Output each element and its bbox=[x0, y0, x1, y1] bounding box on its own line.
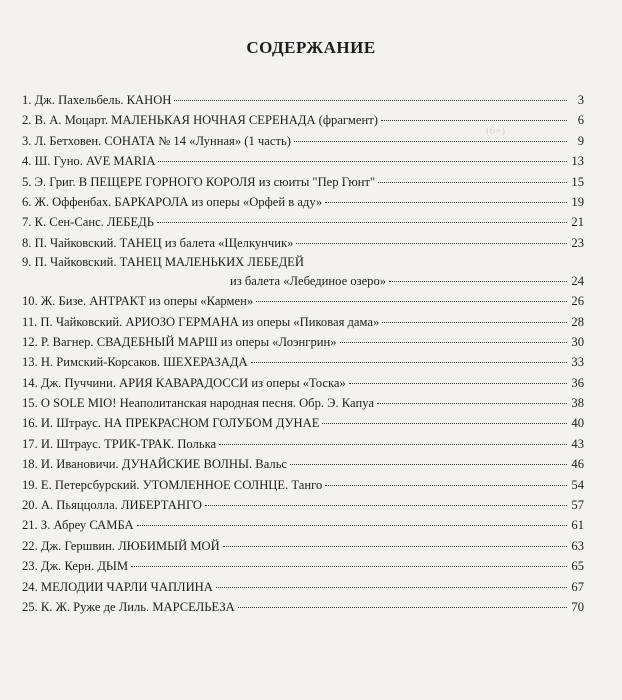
dot-leader bbox=[157, 222, 567, 223]
toc-entry-page: 19 bbox=[571, 194, 584, 209]
toc-entry-page: 21 bbox=[571, 215, 584, 230]
toc-entry-title: 14. Дж. Пуччини. АРИЯ КАВАРАДОССИ из оперы «Тоска» bbox=[22, 375, 346, 390]
toc-entry-page: 33 bbox=[571, 355, 584, 370]
toc-entry-page: 43 bbox=[571, 436, 584, 451]
toc-entry-page: 36 bbox=[571, 375, 584, 390]
toc-entry-title: 1. Дж. Пахельбель. КАНОН bbox=[22, 93, 172, 107]
toc-entry bbox=[22, 536, 584, 556]
toc-entry bbox=[22, 212, 584, 232]
toc-entry-page: 30 bbox=[571, 334, 584, 349]
dot-leader bbox=[223, 546, 567, 547]
dot-leader bbox=[219, 444, 567, 445]
dot-leader bbox=[382, 322, 567, 323]
toc-entry-page: 3 bbox=[577, 93, 584, 107]
toc-entry-title: 11. П. Чайковский. АРИОЗО ГЕРМАНА из оперы «Пиковая дама» bbox=[22, 314, 380, 329]
toc-entry-page: 70 bbox=[571, 599, 584, 614]
dot-leader bbox=[389, 281, 567, 282]
toc-entry-page: 61 bbox=[571, 518, 584, 533]
toc-entry bbox=[22, 597, 584, 617]
toc-entry bbox=[22, 172, 584, 192]
toc-entry bbox=[22, 413, 584, 433]
toc-entry bbox=[22, 151, 584, 171]
toc-entry-title: 16. И. Штраус. НА ПРЕКРАСНОМ ГОЛУБОМ ДУНАЕ bbox=[22, 416, 320, 431]
toc-entry-page: 24 bbox=[571, 274, 584, 289]
toc-entry-title: 25. К. Ж. Руже де Лиль. МАРСЕЛЬЕЗА bbox=[22, 599, 235, 614]
toc-entry bbox=[22, 332, 584, 352]
toc-entry-title: 20. А. Пьяццолла. ЛИБЕРТАНГО bbox=[22, 498, 203, 513]
toc-entry bbox=[22, 475, 584, 495]
toc-entry bbox=[22, 577, 584, 597]
toc-entry bbox=[22, 495, 584, 515]
toc-entry-page: 28 bbox=[571, 314, 584, 329]
dot-leader bbox=[325, 485, 567, 486]
toc-entry bbox=[22, 434, 584, 454]
toc-entry bbox=[22, 515, 584, 535]
toc-entry bbox=[22, 352, 584, 372]
toc-entry-title: 5. Э. Григ. В ПЕЩЕРЕ ГОРНОГО КОРОЛЯ из сюиты "Пер Гюнт" bbox=[22, 174, 376, 189]
toc-entry bbox=[22, 253, 584, 291]
dot-leader bbox=[251, 362, 567, 363]
toc-entry-title: 3. Л. Бетховен. СОНАТА № 14 «Лунная» (1 часть) bbox=[22, 133, 291, 148]
toc-entry-subtitle: из балета «Лебединое озеро» bbox=[230, 274, 387, 289]
toc-entry-title: 9. П. Чайковский. ТАНЕЦ МАЛЕНЬКИХ ЛЕБЕДЕЙ bbox=[22, 255, 304, 270]
dot-leader bbox=[137, 525, 567, 526]
toc-entry bbox=[22, 454, 584, 474]
dot-leader bbox=[174, 100, 567, 101]
toc-entry-page: 67 bbox=[571, 579, 584, 594]
dot-leader bbox=[256, 301, 567, 302]
page-title: СОДЕРЖАНИЕ bbox=[246, 38, 376, 57]
toc-entry-page: 46 bbox=[571, 457, 584, 472]
toc-entry-title: 10. Ж. Бизе. АНТРАКТ из оперы «Кармен» bbox=[22, 294, 254, 309]
toc-entry-title: 4. Ш. Гуно. AVE MARIA bbox=[22, 154, 156, 169]
toc-entry-page: 23 bbox=[571, 235, 584, 250]
toc-entry bbox=[22, 233, 584, 253]
toc-entry-title: 13. Н. Римский-Корсаков. ШЕХЕРАЗАДА bbox=[22, 355, 248, 370]
dot-leader bbox=[131, 566, 567, 567]
show-through-mark: (6+) bbox=[486, 125, 506, 137]
toc-entry-page: 57 bbox=[571, 498, 584, 513]
toc-entry-page: 54 bbox=[571, 477, 584, 492]
toc-entry-title: 6. Ж. Оффенбах. БАРКАРОЛА из оперы «Орфей в аду» bbox=[22, 194, 323, 209]
toc-entry-title: 12. Р. Вагнер. СВАДЕБНЫЙ МАРШ из оперы «Лоэнгрин» bbox=[22, 334, 337, 349]
toc-entry-title: 2. В. А. Моцарт. МАЛЕНЬКАЯ НОЧНАЯ СЕРЕНАДА (фрагмент) bbox=[22, 113, 378, 128]
dot-leader bbox=[377, 403, 567, 404]
table-of-contents bbox=[22, 90, 584, 617]
toc-entry-title: 8. П. Чайковский. ТАНЕЦ из балета «Щелкунчик» bbox=[22, 235, 294, 250]
toc-entry-title: 22. Дж. Гершвин. ЛЮБИМЫЙ МОЙ bbox=[22, 538, 220, 553]
toc-entry-title: 7. К. Сен-Санс. ЛЕБЕДЬ bbox=[22, 215, 154, 230]
toc-entry bbox=[22, 192, 584, 212]
dot-leader bbox=[325, 202, 567, 203]
toc-entry-title: 18. И. Ивановичи. ДУНАЙСКИЕ ВОЛНЫ. Вальс bbox=[22, 457, 288, 472]
dot-leader bbox=[296, 243, 567, 244]
toc-entry-title: 24. МЕЛОДИИ ЧАРЛИ ЧАПЛИНА bbox=[22, 579, 213, 594]
dot-leader bbox=[205, 505, 567, 506]
toc-entry-title: 17. И. Штраус. ТРИК-ТРАК. Полька bbox=[22, 436, 217, 451]
toc-entry bbox=[22, 110, 584, 130]
dot-leader bbox=[158, 161, 567, 162]
toc-entry-page: 65 bbox=[571, 559, 584, 574]
dot-leader bbox=[216, 587, 567, 588]
toc-entry-title: 15. O SOLE MIO! Неаполитанская народная песня. Обр. Э. Капуа bbox=[22, 396, 374, 411]
toc-entry-page: 26 bbox=[571, 294, 584, 309]
toc-entry-page: 38 bbox=[571, 396, 584, 411]
dot-leader bbox=[290, 464, 567, 465]
toc-entry-page: 6 bbox=[577, 113, 584, 128]
toc-entry-title: 21. З. Абреу САМБА bbox=[22, 518, 134, 533]
toc-entry-page: 13 bbox=[571, 154, 584, 169]
toc-entry-page: 15 bbox=[571, 174, 584, 189]
toc-entry-page: 9 bbox=[577, 133, 584, 148]
dot-leader bbox=[340, 342, 567, 343]
dot-leader bbox=[294, 141, 567, 142]
dot-leader bbox=[322, 423, 567, 424]
toc-entry-page: 40 bbox=[571, 416, 584, 431]
toc-entry bbox=[22, 90, 584, 110]
dot-leader bbox=[238, 607, 567, 608]
dot-leader bbox=[349, 383, 567, 384]
toc-entry bbox=[22, 393, 584, 413]
toc-entry bbox=[22, 131, 584, 151]
toc-entry bbox=[22, 373, 584, 393]
toc-entry-page: 63 bbox=[571, 538, 584, 553]
toc-entry bbox=[22, 556, 584, 576]
toc-entry-title: 23. Дж. Керн. ДЫМ bbox=[22, 559, 129, 574]
dot-leader bbox=[378, 182, 567, 183]
dot-leader bbox=[381, 120, 567, 121]
toc-entry-title: 19. Е. Петерсбурский. УТОМЛЕННОЕ СОЛНЦЕ. Танго bbox=[22, 477, 323, 492]
toc-entry bbox=[22, 312, 584, 332]
toc-entry bbox=[22, 291, 584, 311]
